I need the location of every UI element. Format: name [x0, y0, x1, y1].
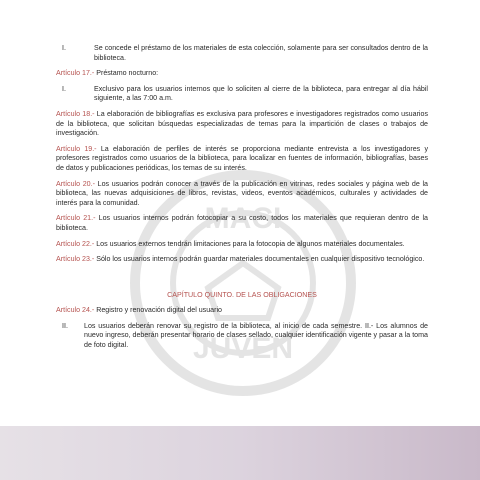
article-text: Los usuarios podrán conocer a través de la publicación en vitrinas, redes sociales y página web de la biblioteca, las nuevas adquisiciones de libros, revistas, videos, eventos académicos, culturales y actividades de interés para la comunidad. [56, 179, 428, 207]
article-18 [56, 110, 428, 139]
document-body [56, 44, 428, 357]
list-item [56, 85, 428, 104]
article-label: Artículo 17.- [56, 69, 95, 78]
article-text: La elaboración de bibliografías es exclusiva para profesores e investigadores registrados como usuarios de la biblioteca, que solicitan búsquedas especializadas de temas para la impartición de clases o trabajos de investigación. [56, 109, 428, 138]
article-label: Artículo 20.- [56, 179, 95, 188]
item-number: I. [62, 84, 66, 93]
article-text: Sólo los usuarios internos podrán guardar materiales documentales en cualquier dispositivo tecnológico. [94, 255, 425, 264]
article-21 [56, 214, 428, 233]
item-text: Exclusivo para los usuarios internos que lo soliciten al cierre de la biblioteca, para entregar al día hábil siguiente, a las 7:00 a.m. [94, 84, 428, 103]
article-label: Artículo 22.- [56, 239, 95, 248]
article-20 [56, 180, 428, 209]
article-text: Préstamo nocturno: [94, 69, 159, 78]
item-text: Se concede el préstamo de los materiales de esta colección, solamente para ser consultados dentro de la biblioteca. [94, 44, 428, 62]
svg-text:MACI: MACI [204, 202, 282, 235]
article-23 [56, 255, 428, 265]
list-item [56, 44, 428, 63]
article-text: Registro y renovación digital del usuario [94, 306, 223, 315]
svg-text:JUVEN: JUVEN [192, 332, 294, 365]
footer-band [0, 426, 480, 480]
article-text: Los usuarios internos podrán fotocopiar a su costo, todos los materiales que requieran dentro de la biblioteca. [56, 214, 428, 232]
article-text: La elaboración de perfiles de interés se proporciona mediante entrevista a los investigadores y profesores registrados como usuarios de la biblioteca, para localizar en fuentes de información, bibliografías, bases de datos y publicaciones periódicas, los temas de su interés. [56, 144, 428, 172]
article-24 [56, 306, 428, 316]
article-label: Artículo 23.- [56, 255, 95, 264]
item-number: II. [62, 321, 68, 330]
article-19 [56, 145, 428, 174]
article-text: Los usuarios externos tendrán limitaciones para la fotocopia de algunos materiales documentales. [94, 239, 405, 248]
item-number: I. [62, 44, 66, 52]
article-label: Artículo 19.- [56, 144, 97, 153]
article-label: Artículo 24.- [56, 306, 95, 315]
article-label: Artículo 18.- [56, 109, 95, 118]
chapter-title: CAPÍTULO QUINTO. DE LAS OBLIGACIONES [167, 290, 317, 299]
list-item [56, 322, 428, 351]
article-label: Artículo 21.- [56, 214, 96, 223]
article-17 [56, 69, 428, 79]
item-text: Los usuarios deberán renovar su registro de la biblioteca, al inicio de cada semestre. II.- Los alumnos de nuevo ingreso, deberán presentar horario de clases sellado, cualquier identificación vigente y pasar a la toma de foto digital. [84, 321, 428, 350]
article-22 [56, 240, 428, 250]
